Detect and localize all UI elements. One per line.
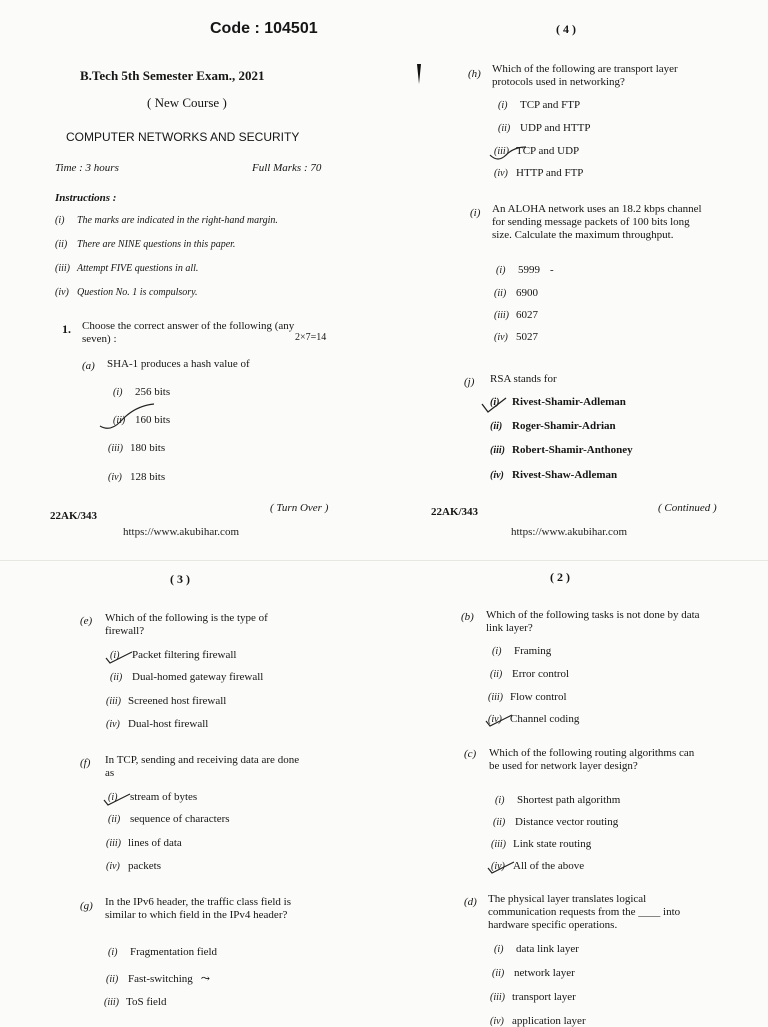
- option-text: TCP and FTP: [520, 99, 581, 111]
- subquestion-text: Which of the following are transport layer protocols used in networking?: [492, 63, 678, 88]
- question-text: Choose the correct answer of the following (any seven) :: [82, 320, 295, 345]
- option-num: (iii): [494, 146, 509, 157]
- subquestion-text: SHA-1 produces a hash value of: [107, 358, 250, 370]
- footer-note: ( Continued ): [658, 502, 717, 514]
- option-item: [110, 671, 263, 683]
- footer-code: 22AK/343: [431, 506, 479, 518]
- tick-mark-icon: [102, 792, 132, 808]
- option-text: Shortest path algorithm: [517, 794, 621, 806]
- source-url: https://www.akubihar.com: [123, 526, 239, 538]
- instruction-text: Attempt FIVE questions in all.: [77, 263, 199, 274]
- option-num: (i): [494, 944, 504, 955]
- option-text: Link state routing: [513, 838, 592, 850]
- option-item: [494, 287, 538, 299]
- option-num: (i): [496, 265, 506, 276]
- option-item: [498, 122, 590, 134]
- option-num: (iii): [490, 992, 505, 1003]
- instruction-item: [55, 215, 278, 226]
- option-item: [490, 668, 569, 680]
- option-num: (i): [495, 795, 505, 806]
- option-num: (iii): [491, 839, 506, 850]
- instruction-num: (iv): [55, 287, 69, 298]
- subquestion-label: (f): [80, 757, 91, 769]
- option-item: [106, 695, 226, 707]
- option-text: Error control: [512, 668, 570, 680]
- option-item: [104, 996, 166, 1008]
- option-text: data link layer: [516, 943, 579, 955]
- option-text: 256 bits: [135, 386, 171, 398]
- subquestion-text: RSA stands for: [490, 373, 557, 385]
- instruction-num: (iii): [55, 263, 70, 274]
- option-item: [108, 946, 217, 958]
- option-item: [495, 794, 620, 806]
- exam-title: B.Tech 5th Semester Exam., 2021: [80, 68, 265, 83]
- option-item: [490, 444, 633, 456]
- option-item: [491, 838, 591, 850]
- option-num: (iv): [494, 168, 508, 179]
- option-text: Flow control: [510, 691, 567, 703]
- option-text: ToS field: [126, 996, 167, 1008]
- option-text: application layer: [512, 1015, 586, 1027]
- option-num: (iv): [490, 1016, 504, 1027]
- option-text: Screened host firewall: [128, 695, 227, 707]
- option-num: (ii): [106, 974, 119, 985]
- option-text: 5027: [516, 331, 538, 343]
- option-num: (i): [110, 650, 120, 661]
- option-item: [106, 837, 182, 849]
- option-item: [494, 331, 538, 343]
- option-item: [490, 1015, 586, 1027]
- option-num: (ii): [490, 669, 503, 680]
- tick-mark-icon: [488, 145, 528, 165]
- option-item: [106, 718, 208, 730]
- option-text: TCP and UDP: [516, 145, 580, 157]
- option-item: [492, 967, 575, 979]
- course-label: ( New Course ): [147, 95, 227, 110]
- option-num: (iv): [491, 861, 505, 872]
- option-num: (i): [498, 100, 508, 111]
- instruction-item: [55, 263, 198, 274]
- tick-mark-icon: [104, 650, 134, 666]
- tick-mark-icon: [484, 713, 514, 729]
- option-num: (iii): [494, 310, 509, 321]
- option-item: [108, 813, 230, 825]
- time-label: Time : 3 hours: [55, 162, 119, 174]
- option-num: (ii): [498, 123, 511, 134]
- option-num: (ii): [490, 421, 503, 432]
- subquestion-text: The physical layer translates logical communication requests from the ____ into hardware specific operations.: [488, 893, 681, 931]
- option-num: (iii): [104, 997, 119, 1008]
- option-num: (i): [113, 387, 123, 398]
- option-num: (iii): [108, 443, 123, 454]
- subquestion-text: An ALOHA network uses an 18.2 kbps channel for sending message packets of 100 bits long size. Calculate the maximum throughput.: [492, 203, 702, 241]
- option-num: (ii): [494, 288, 507, 299]
- subquestion-text: Which of the following tasks is not done by data link layer?: [486, 609, 700, 634]
- option-text: Roger-Shamir-Adrian: [512, 420, 616, 432]
- instruction-text: The marks are indicated in the right-hand margin.: [77, 215, 278, 226]
- footer-code: 22AK/343: [50, 510, 98, 522]
- option-text: Packet filtering firewall: [132, 649, 237, 661]
- option-num: (i): [492, 646, 502, 657]
- option-text: UDP and HTTP: [520, 122, 591, 134]
- instruction-item: [55, 287, 198, 298]
- option-text: stream of bytes: [130, 791, 198, 803]
- option-num: (iv): [490, 470, 504, 481]
- option-text: sequence of characters: [130, 813, 230, 825]
- instruction-item: [55, 239, 235, 250]
- option-text: Rivest-Shamir-Adleman: [512, 396, 626, 408]
- option-num: (ii): [113, 415, 126, 426]
- option-text: Robert-Shamir-Anthoney: [512, 444, 633, 456]
- instructions-heading: Instructions :: [55, 192, 117, 204]
- option-text: All of the above: [513, 860, 585, 872]
- subquestion-label: (i): [470, 207, 481, 219]
- option-text: 180 bits: [130, 442, 166, 454]
- option-item: [498, 99, 580, 111]
- option-text: network layer: [514, 967, 575, 979]
- subquestion-text: In TCP, sending and receiving data are done as: [105, 754, 300, 779]
- subquestion-label: (e): [80, 615, 93, 627]
- option-text: 128 bits: [130, 471, 166, 483]
- subquestion-label: (h): [468, 68, 481, 80]
- option-item: [494, 943, 579, 955]
- option-text: HTTP and FTP: [516, 167, 584, 179]
- source-url: https://www.akubihar.com: [511, 526, 627, 538]
- option-text: packets: [128, 860, 161, 872]
- option-num: (iv): [106, 861, 120, 872]
- option-num: (i): [490, 397, 500, 408]
- subquestion-label: (d): [464, 896, 477, 908]
- footer-note: ( Turn Over ): [270, 502, 329, 514]
- option-item: (ii) Fast-switching ⤳: [106, 973, 210, 985]
- option-num: (iv): [106, 719, 120, 730]
- subquestion-label: (a): [82, 360, 95, 372]
- option-num: (iii): [488, 692, 503, 703]
- option-item: [490, 469, 617, 481]
- subquestion-text: Which of the following routing algorithms can be used for network layer design?: [489, 747, 695, 772]
- option-item: [106, 860, 161, 872]
- exam-code: Code : 104501: [210, 20, 318, 37]
- option-text: 160 bits: [135, 414, 171, 426]
- option-num: (iv): [108, 472, 122, 483]
- option-num: (i): [108, 947, 118, 958]
- option-text: Distance vector routing: [515, 816, 619, 828]
- option-num: (ii): [492, 968, 505, 979]
- option-text: Channel coding: [510, 713, 580, 725]
- question-number: 1.: [62, 322, 71, 336]
- option-text: Framing: [514, 645, 552, 657]
- subquestion-text: In the IPv6 header, the traffic class field is similar to which field in the IPv4 header?: [105, 896, 291, 921]
- option-text: Dual-homed gateway firewall: [132, 671, 264, 683]
- option-text: Fragmentation field: [130, 946, 218, 958]
- option-item: [113, 386, 170, 398]
- option-item: (i) 5999 -: [496, 264, 554, 276]
- subquestion-label: (j): [464, 376, 475, 388]
- option-num: (ii): [110, 672, 123, 683]
- option-num: (iii): [106, 838, 121, 849]
- option-item: [494, 167, 583, 179]
- question-marks: 2×7=14: [295, 332, 327, 343]
- page-bottom-left: [0, 560, 384, 1024]
- option-text: Fast-switching: [128, 973, 193, 985]
- option-num: (iii): [106, 696, 121, 707]
- instruction-num: (ii): [55, 239, 68, 250]
- option-text: 5999: [518, 264, 540, 276]
- option-item: [492, 645, 551, 657]
- option-item: [108, 471, 165, 483]
- option-item: [490, 420, 616, 432]
- page-number: ( 4 ): [556, 22, 576, 36]
- instruction-num: (i): [55, 215, 65, 226]
- option-item: [488, 691, 567, 703]
- option-item: [108, 442, 165, 454]
- subquestion-label: (b): [461, 611, 474, 623]
- option-text: Rivest-Shaw-Adleman: [512, 469, 618, 481]
- subquestion-label: (c): [464, 748, 477, 760]
- option-text: Dual-host firewall: [128, 718, 209, 730]
- option-item: [490, 991, 576, 1003]
- option-num: (ii): [493, 817, 506, 828]
- page-top-right: [384, 0, 768, 560]
- tick-mark-icon: [480, 396, 510, 416]
- option-item: [490, 396, 626, 408]
- option-text: transport layer: [512, 991, 576, 1003]
- option-text: 6027: [516, 309, 538, 321]
- subject-title: COMPUTER NETWORKS AND SECURITY: [66, 130, 300, 144]
- option-text: lines of data: [128, 837, 182, 849]
- option-text: 6900: [516, 287, 538, 299]
- full-marks-label: Full Marks : 70: [252, 162, 322, 174]
- option-num: (i): [108, 792, 118, 803]
- option-item: [494, 309, 538, 321]
- tick-mark-icon: [98, 402, 158, 432]
- margin-mark-icon: [414, 62, 424, 86]
- instruction-text: Question No. 1 is compulsory.: [77, 287, 198, 298]
- option-num: (iv): [488, 714, 502, 725]
- page-number: ( 2 ): [550, 570, 570, 584]
- page-bottom-right: [384, 560, 768, 1027]
- option-item: [493, 816, 618, 828]
- instruction-text: There are NINE questions in this paper.: [77, 239, 236, 250]
- tick-mark-icon: [486, 860, 516, 876]
- option-num: (ii): [108, 814, 121, 825]
- subquestion-text: Which of the following is the type of firewall?: [105, 612, 268, 637]
- option-num: (iv): [494, 332, 508, 343]
- subquestion-label: (g): [80, 900, 93, 912]
- page-top-left: [0, 0, 384, 560]
- option-num: (iii): [490, 445, 505, 456]
- page-number: ( 3 ): [170, 572, 190, 586]
